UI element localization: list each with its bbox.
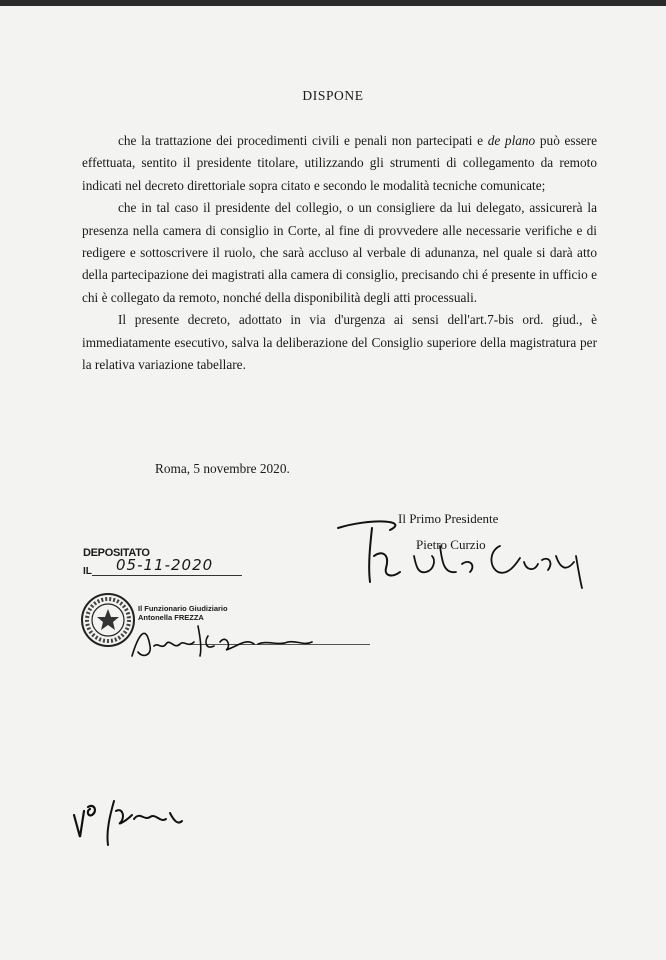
deposited-label: DEPOSITATO (83, 547, 150, 559)
paragraph-1-after: può essere effettuata, sentito il presidente titolare, utilizzando gli strumenti di collegamento da remoto indicati nel decreto direttoriale sopra citato e secondo le modalità tecniche comunicate; (82, 133, 598, 193)
deposit-stamp (80, 544, 380, 674)
paragraph-1 (82, 130, 597, 197)
paragraph-1-italic: de plano (487, 133, 536, 148)
paragraph-2: che in tal caso il presidente del collegio, o un consigliere da lui delegato, assicurerà la presenza nella camera di consiglio in Corte, al fine di provvedere alle necessarie verifiche e di redigere e sottoscrivere il ruolo, che sarà accluso al verbale di adunanza, nel quale si darà atto della partecipazione dei magistrati alla camera di consiglio, precisando chi é presente in ufficio e chi è collegato da remoto, nonché della disponibilità degli atti processuali. (82, 200, 597, 305)
document-heading: DISPONE (302, 88, 364, 103)
signer-name: Pietro Curzio (416, 537, 486, 552)
document-page (0, 6, 666, 960)
signer-role: Il Primo Presidente (398, 511, 499, 526)
il-label: IL (83, 566, 92, 577)
visto-initials (70, 791, 190, 851)
deposit-date: 05-11-2020 (116, 556, 214, 574)
paragraph-1-before: che la trattazione dei procedimenti civili e penali non partecipati e (118, 133, 488, 148)
deposit-underline (92, 575, 242, 576)
official-name: Antonella FREZZA (138, 613, 204, 622)
paragraph-3: Il presente decreto, adottato in via d'urgenza ai sensi dell'art.7-bis ord. giud., è immediatamente esecutivo, salva la deliberazione del Consiglio superiore della magistratura per la relativa variazione tabellare. (82, 312, 597, 373)
official-title: Il Funzionario Giudiziario (138, 604, 228, 613)
document-body (82, 130, 597, 376)
official-signature (128, 616, 318, 666)
date-line: Roma, 5 novembre 2020. (155, 461, 290, 476)
